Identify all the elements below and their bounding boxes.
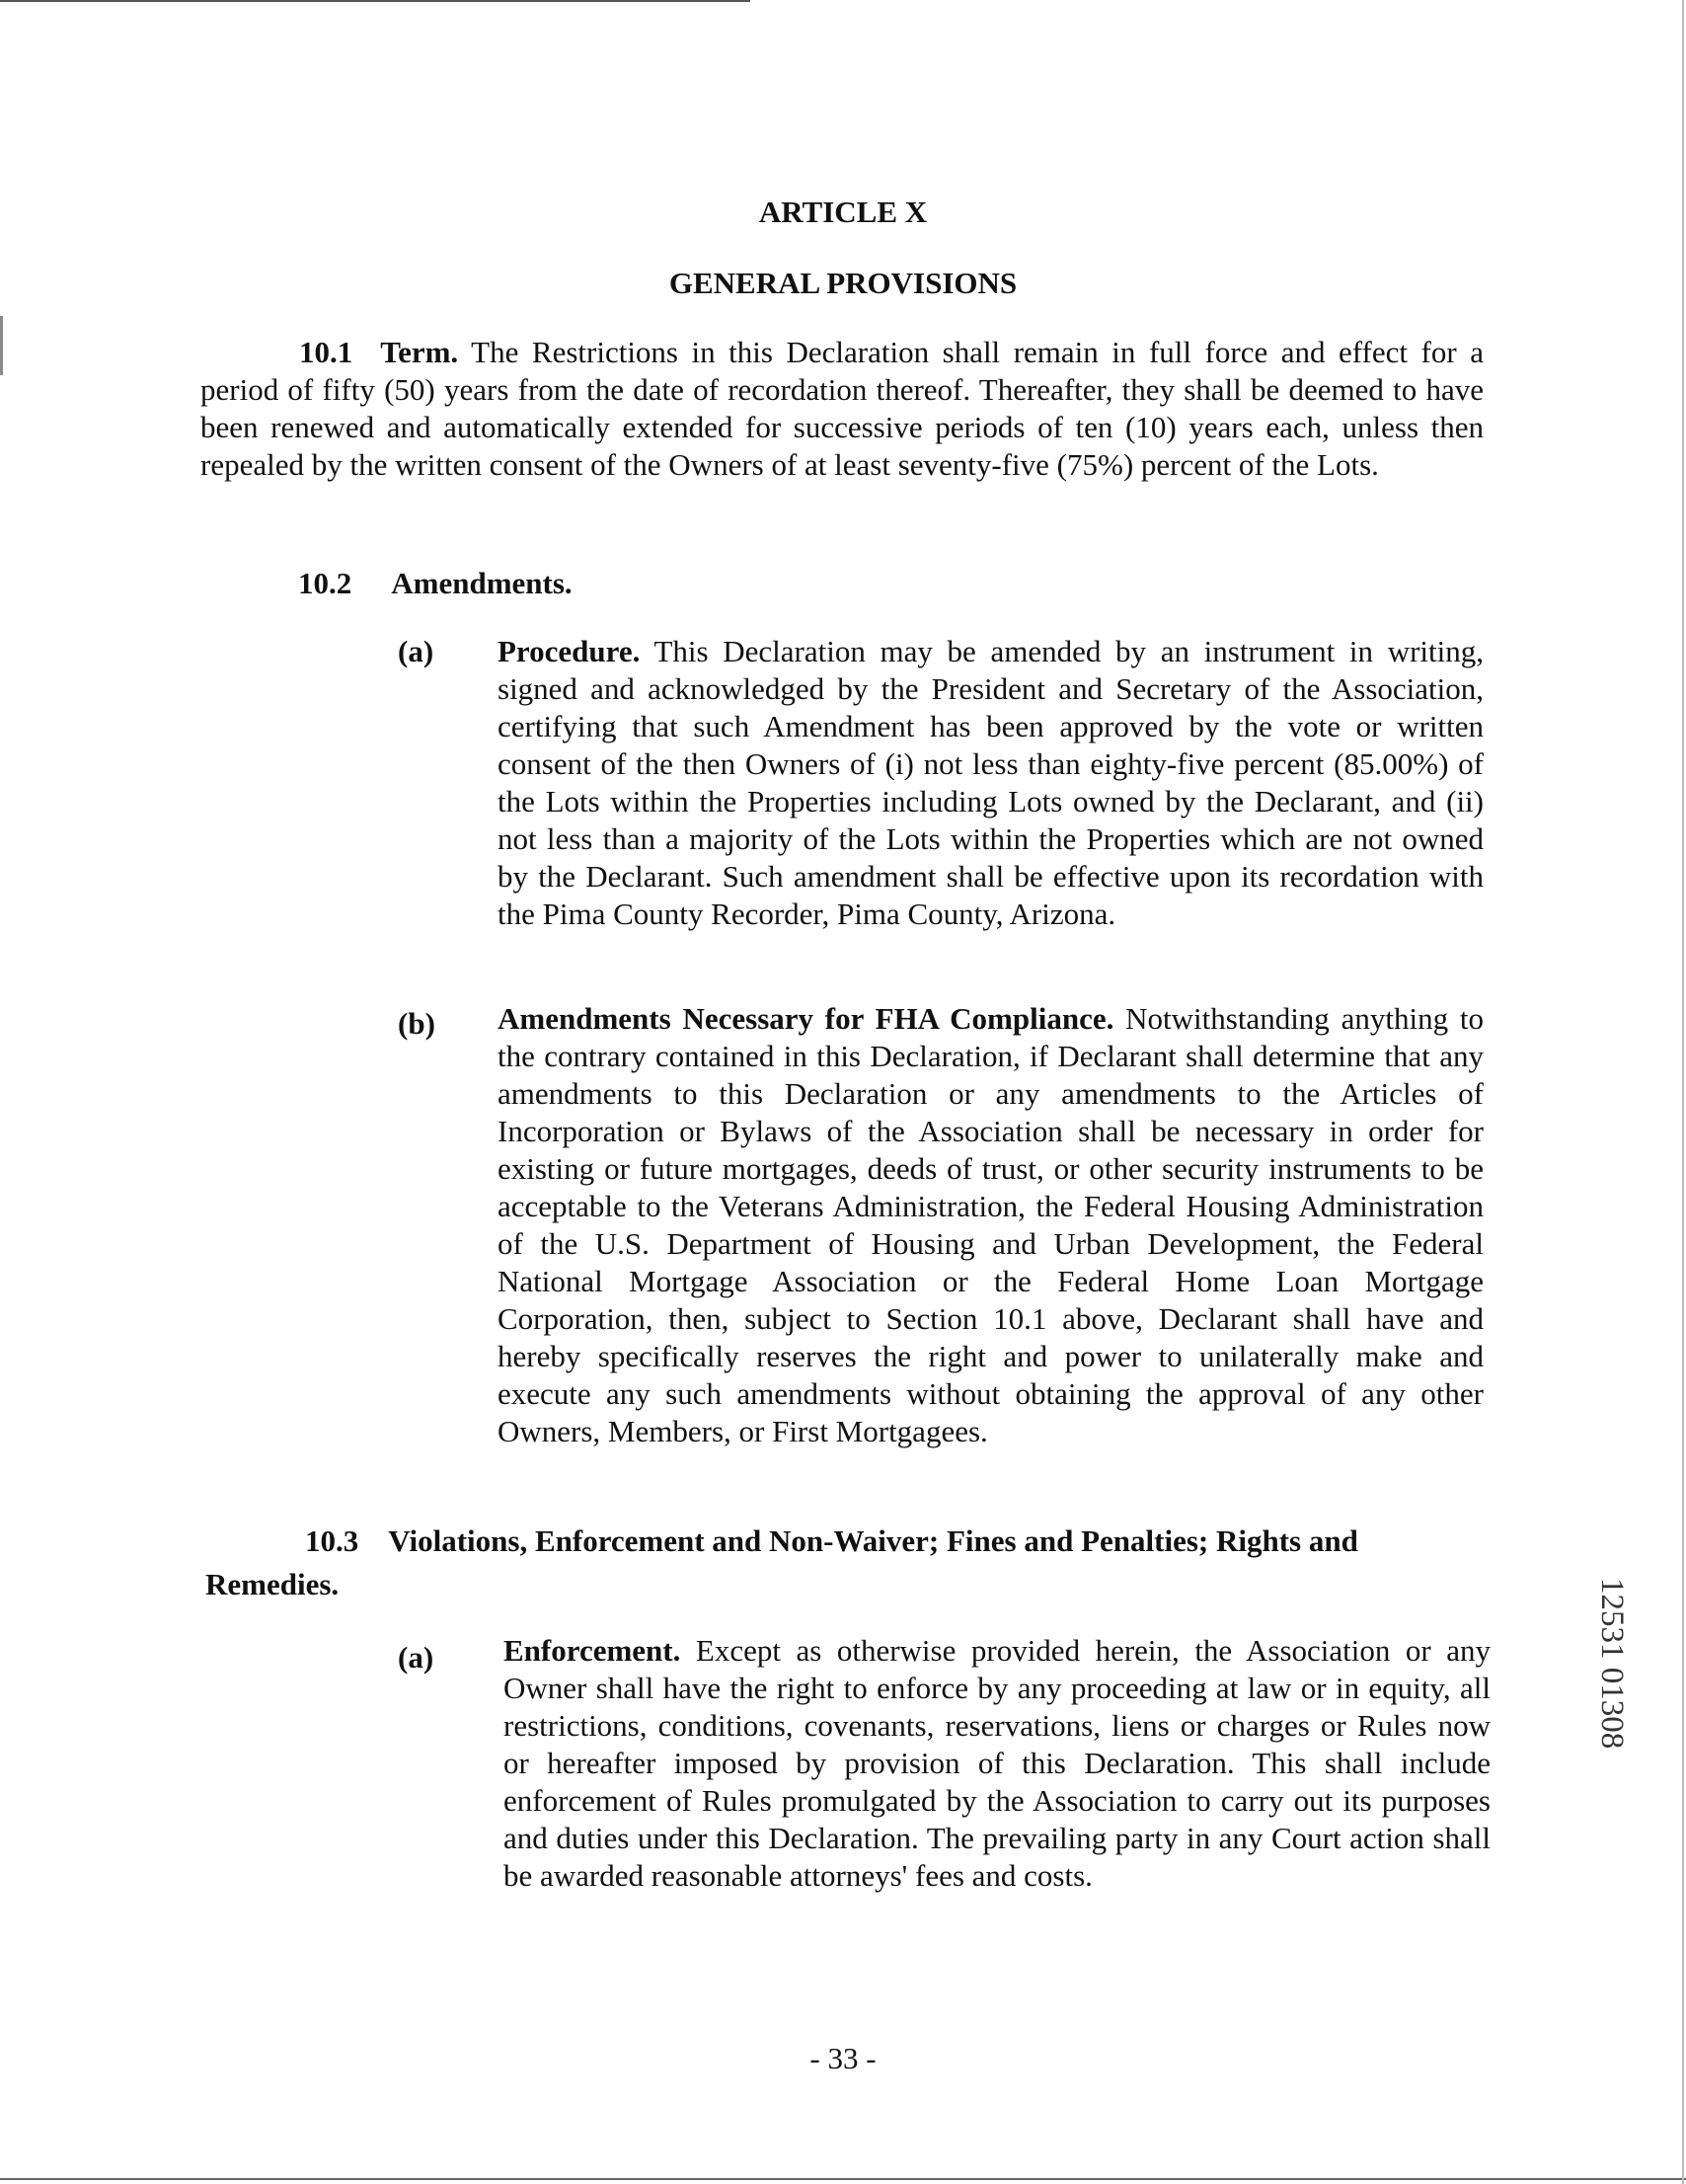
subsection-label: (a)	[398, 1640, 434, 1675]
section-heading: Term.	[380, 335, 459, 369]
subsection-body: This Declaration may be amended by an instrument in writing, signed and acknowledged by the President and Secretary of the Association, certifying that such Amendment has been approved by the vote or written consent of the then Owners of (i) not less than eighty-five percent (85.00%) of the Lots within the Properties including Lots owned by the Declarant, and (ii) not less than a majority of the Lots within the Properties which are not owned by the Declarant. Such amendment shall be effective upon its recordation with the Pima County Recorder, Pima County, Arizona.	[498, 634, 1484, 931]
article-title: ARTICLE X	[758, 195, 928, 229]
subsection-heading: Enforcement.	[503, 1633, 681, 1668]
section-10-3-heading-line2: Remedies.	[205, 1567, 340, 1601]
scan-edge-right	[1682, 0, 1684, 2184]
subsection-10-3-a	[503, 1632, 1491, 1895]
recording-stamp-text: 12531 01308	[1594, 1578, 1630, 1750]
subsection-body: Notwithstanding anything to the contrary contained in this Declaration, if Declarant shall determine that any amendments to this Declaration or any amendments to the Articles of Incorporation or Bylaws of the Association shall be necessary in order for existing or future mortgages, deeds of trust, or other security instruments to be acceptable to the Veterans Administration, the Federal Housing Administration of the U.S. Department of Housing and Urban Development, the Federal National Mortgage Association or the Federal Home Loan Mortgage Corporation, then, subject to Section 10.1 above, Declarant shall have and hereby specifically reserves the right and power to unilaterally make and execute any such amendments without obtaining the approval of any other Owners, Members, or First Mortgagees.	[498, 1001, 1484, 1448]
article-subtitle: GENERAL PROVISIONS	[668, 266, 1018, 300]
subsection-10-2-b	[498, 1000, 1484, 1450]
page-number: - 33 -	[809, 2041, 877, 2075]
scan-edge-left	[0, 316, 3, 375]
subsection-label: (b)	[398, 1006, 435, 1041]
subsection-10-2-a	[498, 633, 1484, 933]
section-body: The Restrictions in this Declaration shall remain in full force and effect for a period of fifty (50) years from the date of recordation thereof. Thereafter, they shall be deemed to have been renewed and automatically extended for successive periods of ten (10) years each, unless then repealed by the written consent of the Owners of at least seventy-five (75%) percent of the Lots.	[200, 335, 1484, 482]
section-number: 10.2	[298, 566, 352, 600]
subsection-heading: Procedure.	[498, 634, 641, 668]
section-number: 10.1	[299, 335, 353, 369]
subsection-heading: Amendments Necessary for FHA Compliance.	[498, 1001, 1114, 1036]
section-heading: Amendments.	[391, 566, 573, 600]
subsection-label: (a)	[398, 634, 434, 668]
section-10-2-heading	[298, 565, 1483, 602]
section-heading-line1: Violations, Enforcement and Non-Waiver; Fines and Penalties; Rights and	[388, 1523, 1358, 1558]
section-10-3-heading	[305, 1522, 1490, 1560]
subsection-body: Except as otherwise provided herein, the Association or any Owner shall have the right to enforce by any proceeding at law or in equity, all restrictions, conditions, covenants, reservations, liens or charges or Rules now or hereafter imposed by provision of this Declaration. This shall include enforcement of Rules promulgated by the Association to carry out its purposes and duties under this Declaration. The prevailing party in any Court action shall be awarded reasonable attorneys' fees and costs.	[503, 1633, 1491, 1893]
section-number: 10.3	[305, 1523, 359, 1558]
section-10-1	[200, 334, 1484, 484]
scan-edge-bottom	[0, 2178, 1686, 2180]
scan-edge-top	[0, 0, 750, 2]
